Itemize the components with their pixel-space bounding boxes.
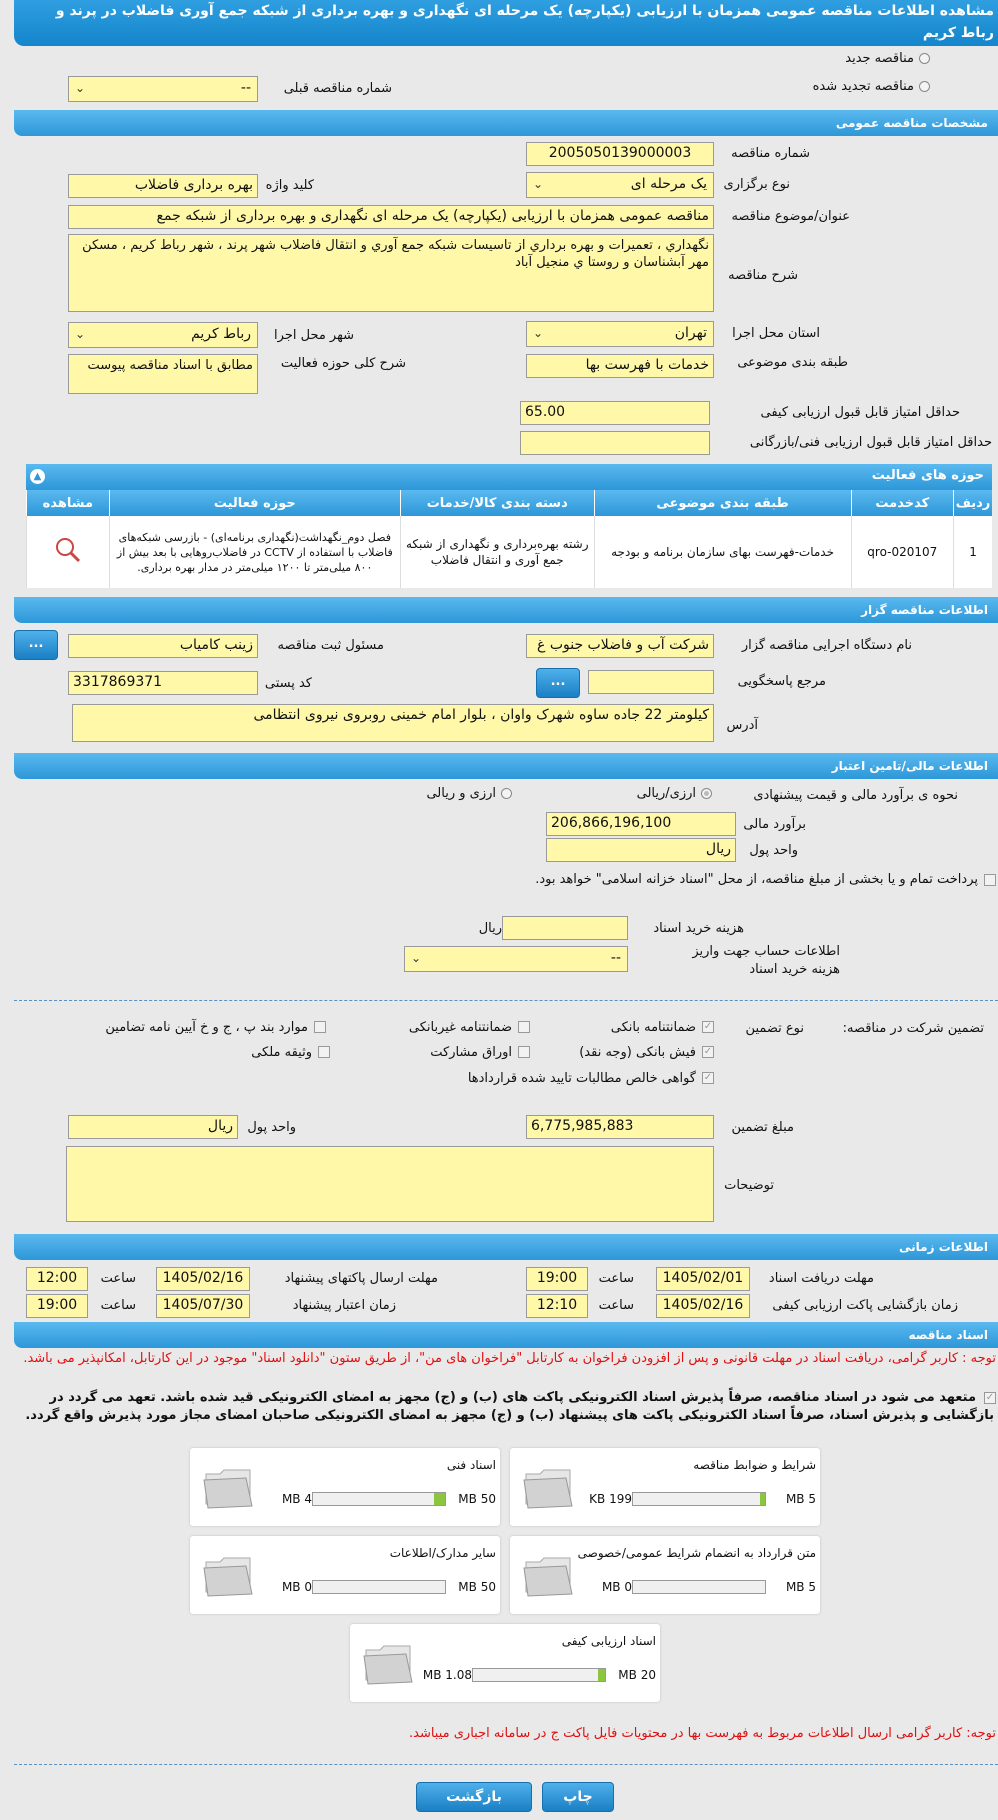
opt-bank-guarantee-checkbox: ✓: [703, 1021, 713, 1032]
open-time-field: 12:10: [526, 1294, 588, 1318]
cell-code: qro-020107: [851, 516, 954, 588]
radio-new-label: مناقصه جدید: [845, 51, 914, 66]
opt-bonds-label: اوراق مشارکت: [430, 1045, 512, 1060]
document-card-title: متن قرارداد به انضمام شرایط عمومی/خصوصی: [577, 1546, 816, 1560]
prev-number-label: شماره مناقصه قبلی: [283, 81, 392, 96]
folder-icon: [202, 1552, 254, 1598]
notes-label: توضیحات: [724, 1178, 774, 1193]
opt-fx-label: ارزی و ریالی: [426, 786, 496, 801]
radio-rial[interactable]: [701, 788, 712, 799]
document-card-title: شرایط و ضوابط مناقصه: [693, 1458, 816, 1472]
send-time-field: 12:00: [26, 1267, 88, 1291]
document-card[interactable]: [510, 1536, 820, 1614]
org-label: نام دستگاه اجرایی مناقصه گزار: [741, 638, 912, 653]
open-time-label: ساعت: [598, 1298, 634, 1313]
desc-label: شرح مناقصه: [728, 268, 798, 283]
opt-nonbank-guarantee-label: ضمانتنامه غیربانکی: [408, 1020, 512, 1035]
desc-field: نگهداري ، تعميرات و بهره برداري از تاسيسات شبكه جمع آوري و انتقال فاضلاب شهر پرند ، شهر رباط كريم ، مسكن مهر آبشناسان و روستا ي منجيل آباد: [68, 234, 714, 312]
document-card-title: اسناد ارزیابی کیفی: [561, 1634, 656, 1648]
ref-lookup-button[interactable]: ...: [536, 668, 580, 698]
divider: [14, 1000, 998, 1001]
guarantee-currency-field: ریال: [68, 1115, 238, 1139]
account-select[interactable]: [404, 946, 628, 972]
folder-icon: [202, 1464, 254, 1510]
divider: [14, 1764, 998, 1765]
treasury-text: پرداخت تمام و یا بخشی از مبلغ مناقصه، از محل "اسناد خزانه اسلامی" خواهد بود.: [535, 872, 978, 887]
receive-time-field: 19:00: [526, 1267, 588, 1291]
province-select[interactable]: [526, 321, 714, 347]
min-quality-label: حداقل امتیاز قابل قبول ارزیابی کیفی: [760, 405, 960, 420]
number-label: شماره مناقصه: [731, 146, 810, 161]
opt-property-checkbox: [318, 1046, 330, 1058]
notes-field: [66, 1146, 714, 1222]
guarantee-currency-label: واحد پول: [247, 1120, 296, 1135]
province-value: تهران: [674, 325, 707, 341]
radio-new-tender[interactable]: [919, 53, 930, 64]
guarantee-label: تضمین شرکت در مناقصه:: [842, 1021, 984, 1036]
receive-time-label: ساعت: [598, 1271, 634, 1286]
amount-label: مبلغ تضمین: [731, 1120, 794, 1135]
ref-label: مرجع پاسخگویی: [737, 674, 826, 689]
guarantee-type-label: نوع تضمین: [745, 1021, 804, 1036]
documents-note: توجه : کاربر گرامی، دریافت اسناد در مهلت قانونی و پس از افزودن فراخوان به کارتابل "فراخوان های من"، از طریق ستون "دانلود اسناد" موجود در این کارتابل، امکانپذیر می باشد.: [23, 1351, 996, 1366]
receive-label: مهلت دریافت اسناد: [768, 1271, 874, 1286]
province-label: استان محل اجرا: [732, 326, 820, 341]
estimate-field: 206,866,196,100: [546, 812, 736, 836]
opt-clauses-label: موارد بند پ ، ج و خ آیین نامه تضامین: [105, 1020, 308, 1035]
address-label: آدرس: [726, 718, 758, 733]
collapse-icon[interactable]: ▲: [30, 469, 45, 484]
open-label: زمان بازگشایی پاکت ارزیابی کیفی: [772, 1298, 958, 1313]
org-field: شرکت آب و فاضلاب جنوب غ: [526, 634, 714, 658]
back-button[interactable]: بازگشت: [416, 1782, 532, 1812]
min-tech-field: [520, 431, 710, 455]
radio-renewed-label: مناقصه تجدید شده: [812, 79, 914, 94]
open-date-field: 1405/02/16: [656, 1294, 750, 1318]
send-date-field: 1405/02/16: [156, 1267, 250, 1291]
commit-checkbox: ✓: [985, 1392, 995, 1403]
currency-field: ریال: [546, 838, 736, 862]
col-field: حوزه فعالیت: [109, 490, 400, 516]
send-label: مهلت ارسال پاکتهای پیشنهاد: [284, 1271, 438, 1286]
account-value: --: [610, 950, 621, 966]
col-category: طبقه بندی موضوعی: [594, 490, 851, 516]
activity-desc-field: مطابق با اسناد مناقصه پیوست: [68, 354, 258, 394]
amount-field: 6,775,985,883: [526, 1115, 714, 1139]
postal-field: 3317869371: [68, 671, 258, 695]
document-card[interactable]: [190, 1536, 500, 1614]
ref-field: [588, 670, 714, 694]
opt-clauses-checkbox: [314, 1021, 326, 1033]
currency-label: واحد پول: [749, 843, 798, 858]
type-value: یک مرحله ای: [630, 176, 707, 192]
opt-claims-label: گواهی خالص مطالبات تایید شده قراردادها: [467, 1071, 696, 1086]
chevron-down-icon: ⌄: [533, 177, 544, 191]
folder-icon: [362, 1640, 414, 1686]
category-label: طبقه بندی موضوعی: [737, 355, 848, 370]
cell-category: خدمات-فهرست بهای سازمان برنامه و بودجه: [594, 516, 851, 588]
radio-renewed-tender[interactable]: [919, 81, 930, 92]
document-card[interactable]: [510, 1448, 820, 1526]
chevron-down-icon: ⌄: [75, 327, 86, 341]
print-button[interactable]: چاپ: [542, 1782, 614, 1812]
document-card-progress-fill: [760, 1493, 765, 1505]
account-label: اطلاعات حساب جهت واریز هزینه خرید اسناد: [692, 944, 840, 977]
general-section-header: مشخصات مناقصه عمومی: [14, 110, 998, 136]
opt-cash-label: فیش بانکی (وجه نقد): [579, 1045, 696, 1060]
col-code: کدخدمت: [851, 490, 954, 516]
subject-label: عنوان/موضوع مناقصه: [731, 209, 850, 224]
valid-label: زمان اعتبار پیشنهاد: [292, 1298, 396, 1313]
opt-nonbank-guarantee-checkbox: [518, 1021, 530, 1033]
activity-desc-label: شرح کلی حوزه فعالیت: [280, 356, 406, 371]
activity-title: حوزه های فعالیت: [871, 468, 984, 483]
type-select[interactable]: [526, 172, 714, 198]
col-index: ردیف: [954, 490, 992, 516]
registrar-label: مسئول ثبت مناقصه: [277, 638, 384, 653]
chevron-down-icon: ⌄: [533, 326, 544, 340]
doc-cost-label: هزینه خرید اسناد: [653, 921, 744, 936]
document-card-total: 50 MB: [458, 1492, 496, 1506]
min-tech-label: حداقل امتیاز قابل قبول ارزیابی فنی/بازرگانی: [749, 435, 992, 450]
document-card-progress-fill: [434, 1493, 445, 1505]
activity-table: [26, 490, 992, 588]
registrar-lookup-button[interactable]: ...: [14, 630, 58, 660]
postal-label: کد پستی: [264, 676, 312, 691]
document-card[interactable]: [350, 1624, 660, 1702]
commit-text: متعهد می شود در اسناد مناقصه، صرفاً پذیرش اسناد الکترونیکی پاکت های (ب) و (ج) مجهز به امضای الکترونیکی قید شده باشد. تعهد می گردد در بازگشایی و پذیرش اسناد، صرفاً اسناد الکترونیکی پاکت های پیشنهاد (ب) و (ج) مجهز به امضای الکترونیکی صاحبان امضای مجاز مورد پذیرش واقع گردد.: [25, 1390, 994, 1423]
keyword-field: بهره برداری فاضلاب: [68, 174, 258, 198]
document-card[interactable]: [190, 1448, 500, 1526]
document-card-title: سایر مدارک/اطلاعات: [389, 1546, 496, 1560]
category-field: خدمات با فهرست بها: [526, 354, 714, 378]
opt-property-label: وثیقه ملکی: [251, 1045, 312, 1060]
organizer-section-header: اطلاعات مناقصه گزار: [14, 597, 998, 623]
opt-bank-guarantee-label: ضمانتنامه بانکی: [610, 1020, 696, 1035]
valid-time-field: 19:00: [26, 1294, 88, 1318]
valid-date-field: 1405/07/30: [156, 1294, 250, 1318]
activity-header: [26, 464, 992, 490]
doc-cost-unit: ریال: [478, 921, 502, 936]
document-card-used: 4 MB: [281, 1492, 312, 1506]
type-label: نوع برگزاری: [723, 177, 790, 192]
cell-view[interactable]: [27, 516, 110, 588]
chevron-down-icon: ⌄: [411, 951, 422, 965]
send-time-label: ساعت: [100, 1271, 136, 1286]
prev-number-value: --: [240, 80, 251, 96]
timing-section-header: اطلاعات زمانی: [14, 1234, 998, 1260]
estimate-label: برآورد مالی: [743, 817, 806, 832]
min-quality-field: 65.00: [520, 401, 710, 425]
address-field: کیلومتر 22 جاده ساوه شهرک واوان ، بلوار امام خمینی روبروی نیروی انتظامی: [72, 704, 714, 742]
page-title: مشاهده اطلاعات مناقصه عمومی همزمان با ارزیابی (یکپارچه) یک مرحله ای نگهداری و بهره برداری از شبکه جمع آوری فاضلاب در پرند و رباط کریم: [14, 0, 998, 46]
opt-claims-checkbox: ✓: [703, 1072, 713, 1083]
city-label: شهر محل اجرا: [274, 328, 354, 343]
document-card-progress-fill: [598, 1669, 605, 1681]
document-card-title: اسناد فنی: [446, 1458, 496, 1472]
receive-date-field: 1405/02/01: [656, 1267, 750, 1291]
document-card-used: 1.08 MB: [422, 1668, 472, 1682]
document-card-progress: [632, 1492, 766, 1506]
document-card-used: 199 KB: [589, 1492, 632, 1506]
document-card-progress: [632, 1580, 766, 1594]
col-view: مشاهده: [27, 490, 110, 516]
document-card-total: 5 MB: [785, 1580, 816, 1594]
registrar-field: زینب کامیاب: [68, 634, 258, 658]
opt-cash-checkbox: ✓: [703, 1046, 713, 1057]
radio-fx[interactable]: [501, 788, 512, 799]
bottom-note: توجه: کاربر گرامی ارسال اطلاعات مربوط به فهرست بها در محتویات فایل پاکت ج در سامانه اجباری میباشد.: [409, 1726, 996, 1741]
document-card-progress: [472, 1668, 606, 1682]
number-field: 2005050139000003: [526, 142, 714, 166]
document-card-progress: [312, 1580, 446, 1594]
document-card-total: 20 MB: [618, 1668, 656, 1682]
city-value: رباط کریم: [191, 326, 251, 342]
doc-cost-field: [502, 916, 628, 940]
document-card-progress: [312, 1492, 446, 1506]
valid-time-label: ساعت: [100, 1298, 136, 1313]
document-card-used: 0 MB: [281, 1580, 312, 1594]
method-label: نحوه ی برآورد مالی و قیمت پیشنهادی: [753, 788, 958, 803]
table-row: [27, 516, 993, 588]
folder-icon: [522, 1464, 574, 1510]
col-group: دسته بندی کالا/خدمات: [400, 490, 594, 516]
document-card-total: 50 MB: [458, 1580, 496, 1594]
chevron-down-icon: ⌄: [75, 81, 86, 95]
cell-field: فصل دوم_نگهداشت(نگهداری برنامه‌ای) - بازرسی شبکه‌های فاضلاب با استفاده از CCTV در فاضلاب‌روهایی با بعد بیش از ۸۰۰ میلی‌متر تا ۱۲۰۰ میلی‌متر در مدار بهره برداری.: [109, 516, 400, 588]
document-card-total: 5 MB: [785, 1492, 816, 1506]
folder-icon: [522, 1552, 574, 1598]
cell-index: 1: [954, 516, 992, 588]
treasury-checkbox[interactable]: [984, 874, 996, 886]
city-select[interactable]: [68, 322, 258, 348]
view-icon: [53, 535, 83, 565]
document-card-used: 0 MB: [601, 1580, 632, 1594]
subject-field: مناقصه عمومی همزمان با ارزیابی (یکپارچه) یک مرحله ای نگهداری و بهره برداری از شبکه جمع: [68, 205, 714, 229]
prev-number-select[interactable]: [68, 76, 258, 102]
cell-group: رشته بهره‌برداری و نگهداری از شبکه جمع آوری و انتقال فاضلاب: [400, 516, 594, 588]
opt-rial-label: ارزی/ریالی: [636, 786, 696, 801]
documents-section-header: اسناد مناقصه: [14, 1322, 998, 1348]
opt-bonds-checkbox: [518, 1046, 530, 1058]
keyword-label: کلید واژه: [265, 178, 314, 193]
finance-section-header: اطلاعات مالی/تامین اعتبار: [14, 753, 998, 779]
